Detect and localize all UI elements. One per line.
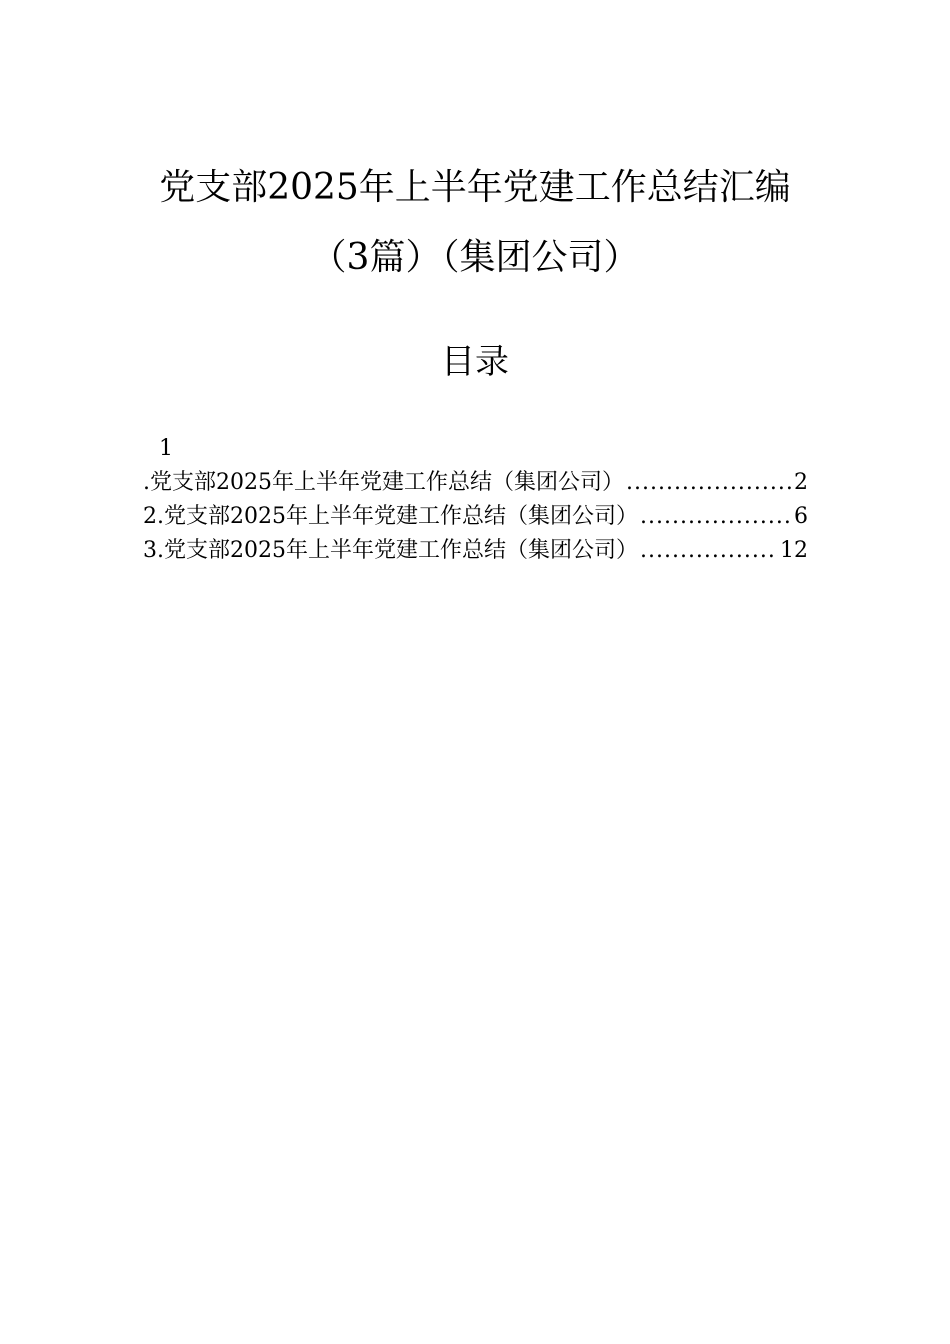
table-of-contents — [143, 432, 808, 568]
toc-leader-dots — [626, 466, 792, 500]
toc-wrapped-number: 1 — [159, 436, 173, 461]
toc-entry-page: 2 — [794, 470, 808, 495]
toc-entry-3[interactable] — [143, 534, 808, 568]
toc-leader-dots — [640, 534, 778, 568]
toc-heading: 目录 — [441, 342, 509, 382]
toc-entry-label: 3.党支部2025年上半年党建工作总结（集团公司） — [143, 538, 638, 563]
toc-entry-1[interactable] — [143, 466, 808, 500]
toc-entry-label: 2.党支部2025年上半年党建工作总结（集团公司） — [143, 504, 638, 529]
toc-entry-page: 6 — [794, 504, 808, 529]
toc-entry-label: .党支部2025年上半年党建工作总结（集团公司） — [143, 470, 624, 495]
toc-leader-dots — [640, 500, 792, 534]
document-title-line-2: （3篇）（集团公司） — [310, 237, 640, 278]
toc-entry-2[interactable] — [143, 500, 808, 534]
document-title-line-1: 党支部2025年上半年党建工作总结汇编 — [159, 167, 791, 208]
toc-entry-page: 12 — [780, 538, 808, 563]
